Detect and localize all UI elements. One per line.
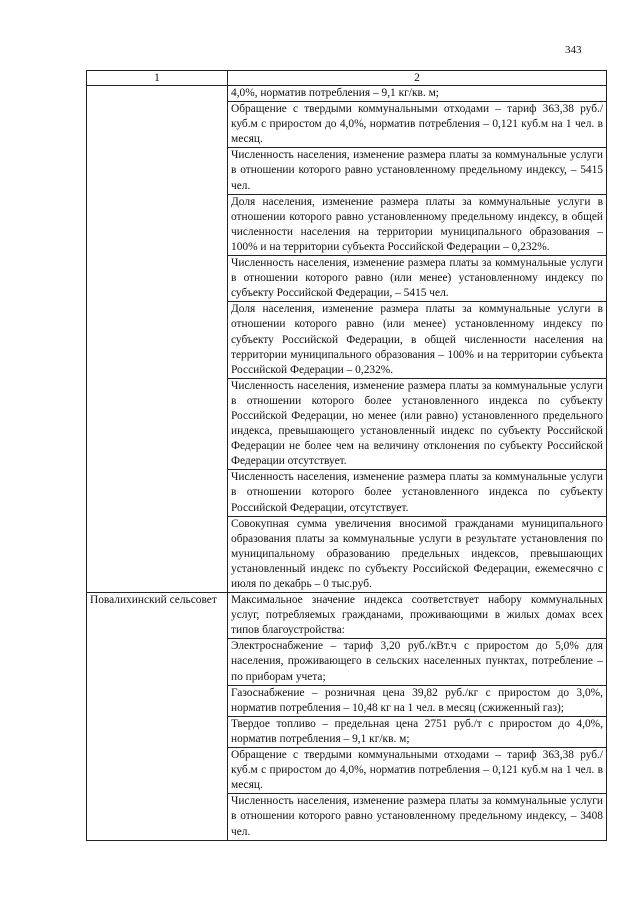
table-row bbox=[87, 86, 607, 593]
header-row bbox=[87, 71, 607, 86]
tariff-table bbox=[86, 70, 607, 841]
detail-paragraph: Обращение с твердыми коммунальными отходами – тариф 363,38 руб./куб.м с приростом до 4,0%, норматив потребления – 0,121 куб.м на 1 чел. в месяц. bbox=[228, 748, 606, 794]
column-header-1: 1 bbox=[87, 71, 228, 86]
detail-paragraph: 4,0%, норматив потребления – 9,1 кг/кв. м; bbox=[228, 86, 606, 102]
detail-paragraph: Доля населения, изменение размера платы за коммунальные услуги в отношении которого равно установленному предельному индексу, в общей численности населения на территории муниципального образования – 100% и на территории субъекта Российской Федерации – 0,232%. bbox=[228, 195, 606, 256]
column-header-2: 2 bbox=[228, 71, 607, 86]
region-details bbox=[228, 593, 607, 841]
detail-paragraph: Твердое топливо – предельная цена 2751 руб./т с приростом до 4,0%, норматив потребления – 9,1 кг/кв. м; bbox=[228, 717, 606, 748]
detail-paragraph: Численность населения, изменение размера платы за коммунальные услуги в отношении которого равно (или менее) установленному индексу по субъекту Российской Федерации, – 5415 чел. bbox=[228, 256, 606, 302]
detail-paragraph: Численность населения, изменение размера платы за коммунальные услуги в отношении которого более установленного индекса по субъекту Российской Федерации, но менее (или равно) установленного предельного индекса, превышающего установленный индекс по субъекту Российской Федерации не более чем на величину отклонения по субъекту Российской Федерации отсутствует. bbox=[228, 379, 606, 471]
page-number: 343 bbox=[565, 44, 582, 56]
detail-paragraph: Максимальное значение индекса соответствует набору коммунальных услуг, потребляемых гражданами, проживающими в жилых домах всех типов благоустройства: bbox=[228, 593, 606, 639]
table-row bbox=[87, 593, 607, 841]
detail-paragraph: Численность населения, изменение размера платы за коммунальные услуги в отношении которого равно установленному предельному индексу, – 5415 чел. bbox=[228, 148, 606, 194]
detail-paragraph: Численность населения, изменение размера платы за коммунальные услуги в отношении которого более установленного индекса по субъекту Российской Федерации, отсутствует. bbox=[228, 470, 606, 516]
detail-paragraph: Доля населения, изменение размера платы за коммунальные услуги в отношении которого равно (или менее) установленному индексу по субъекту Российской Федерации, в общей численности населения на территории муниципального образования – 100% и на территории субъекта Российской Федерации – 0,232%. bbox=[228, 302, 606, 378]
detail-paragraph: Газоснабжение – розничная цена 39,82 руб./кг с приростом до 3,0%, норматив потребления – 10,48 кг на 1 чел. в месяц (сжиженный газ); bbox=[228, 686, 606, 717]
detail-paragraph: Численность населения, изменение размера платы за коммунальные услуги в отношении которого равно установленному предельному индексу, – 3408 чел. bbox=[231, 795, 603, 838]
region-label: Повалихинский сельсовет bbox=[87, 593, 228, 841]
detail-paragraph: Электроснабжение – тариф 3,20 руб./кВт.ч с приростом до 5,0% для населения, проживающего в сельских населенных пунктах, потребление – по приборам учета; bbox=[228, 639, 606, 685]
region-label bbox=[87, 86, 228, 593]
detail-paragraph: Обращение с твердыми коммунальными отходами – тариф 363,38 руб./куб.м с приростом до 4,0%, норматив потребления – 0,121 куб.м на 1 чел. в месяц. bbox=[228, 102, 606, 148]
detail-paragraph: Совокупная сумма увеличения вносимой гражданами муниципального образования платы за коммунальные услуги в результате установления по муниципальному образованию предельных индексов, превышающих установленный индекс по субъекту Российской Федерации, ежемесячно с июля по декабрь – 0 тыс.руб. bbox=[231, 517, 603, 590]
region-details bbox=[228, 86, 607, 593]
